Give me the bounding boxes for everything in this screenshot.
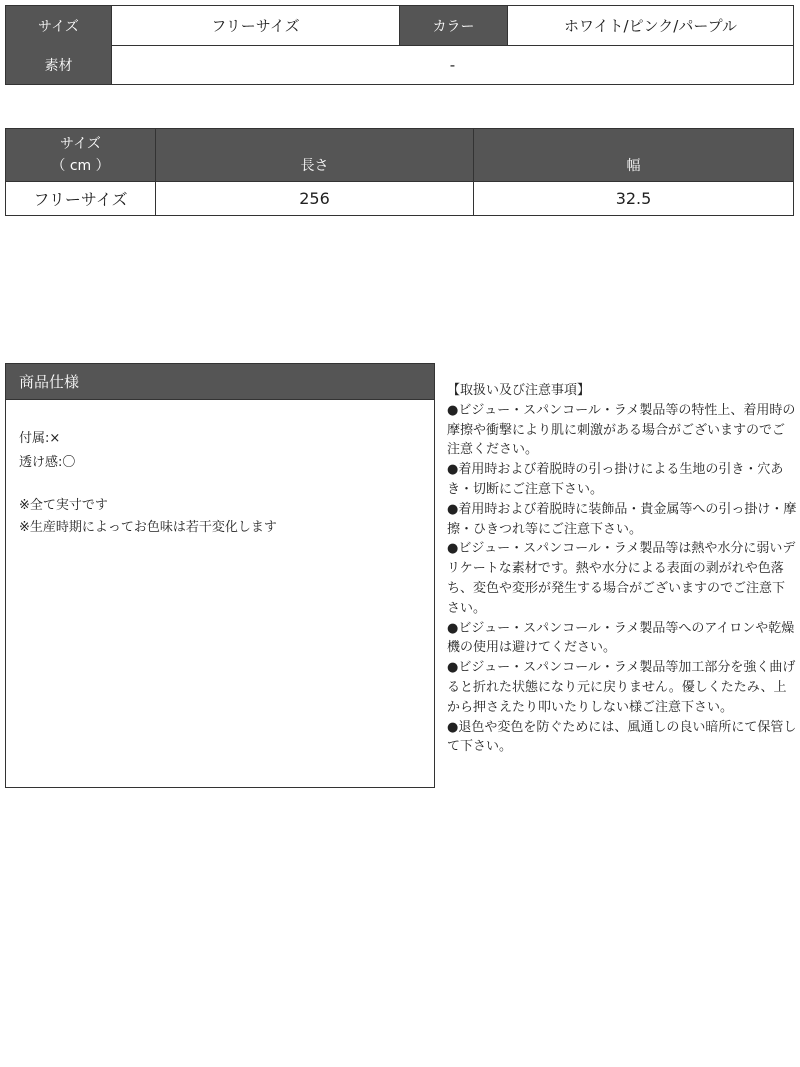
spec-title: 商品仕様: [6, 364, 434, 400]
color-value: ホワイト/ピンク/パープル: [507, 6, 793, 45]
header-size: [6, 129, 155, 181]
attribute-table: [5, 5, 794, 85]
table-row: [6, 181, 793, 215]
care-note-item: ●ビジュー・スパンコール・ラメ製品等は熱や水分に弱いデリケートな素材です。熱や水分による表面の剥がれや色落ち、変色や変形が発生する場合がございますのでご注意下さい。: [447, 541, 796, 616]
row-size: フリーサイズ: [33, 189, 128, 209]
material-value: -: [111, 45, 793, 84]
size-value: フリーサイズ: [111, 6, 399, 45]
size-table-header: [6, 129, 793, 182]
attribute-row-size-color: [6, 6, 793, 46]
row-width: 32.5: [473, 181, 793, 215]
care-note-item: ●退色や変色を防ぐためには、風通しの良い暗所にて保管して下さい。: [447, 719, 797, 755]
material-label: 素材: [6, 45, 111, 84]
color-label: カラー: [399, 6, 507, 45]
header-size-unit: （ cm ）: [51, 158, 110, 174]
care-note-item: ●着用時および着脱時の引っ掛けによる生地の引き・穴あき・切断にご注意下さい。: [447, 462, 784, 497]
care-note-item: ●ビジュー・スパンコール・ラメ製品等の特性上、着用時の摩擦や衝撃により肌に刺激がある場合がございますのでご注意ください。: [447, 402, 796, 458]
care-note-item: ●ビジュー・スパンコール・ラメ製品等加工部分を強く曲げると折れた状態になり元に戻りません。優しくたたみ、上から押さえたり叩いたりしない様ご注意下さい。: [447, 660, 796, 715]
size-label: サイズ: [6, 6, 111, 45]
size-table: [5, 128, 794, 216]
header-width: 幅: [473, 129, 793, 181]
care-note-item: ●着用時および着脱時に装飾品・貴金属等への引っ掛け・摩擦・ひきつれ等にご注意下さい。: [447, 501, 797, 537]
spec-accessory: 付属:×: [19, 431, 61, 446]
header-size-label: サイズ: [60, 136, 101, 152]
spec-note-color-variation: ※生産時期によってお色味は若干変化します: [19, 520, 277, 535]
attribute-row-material: [6, 45, 793, 84]
header-length: 長さ: [155, 129, 473, 181]
care-notes: [447, 381, 797, 757]
care-note-item: ●ビジュー・スパンコール・ラメ製品等へのアイロンや乾燥機の使用は避けてください。: [447, 620, 795, 656]
spec-transparency: 透け感:〇: [19, 455, 76, 470]
care-notes-heading: 【取扱い及び注意事項】: [447, 383, 591, 398]
row-length: 256: [155, 181, 473, 215]
spec-note-actual-size: ※全て実寸です: [19, 498, 108, 513]
spec-box: [5, 363, 435, 788]
